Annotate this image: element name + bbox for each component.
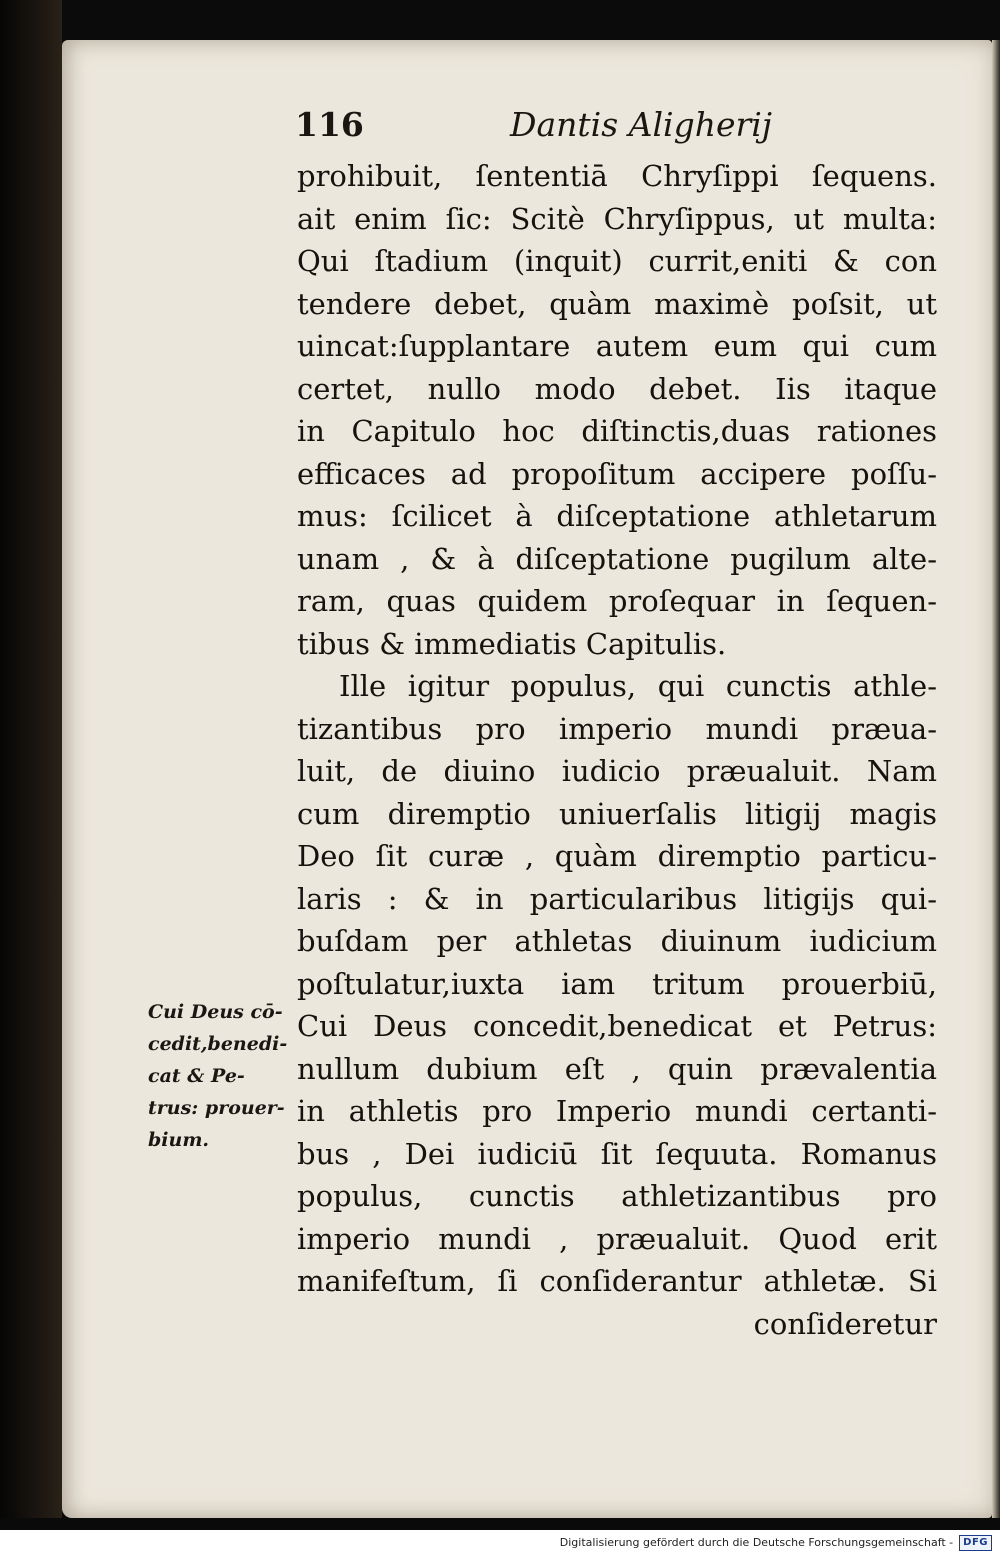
text-line: imperio mundi , præualuit. Quod erit xyxy=(297,1221,937,1256)
text-line: prohibuit, ſententiā Chryſippi ſequens. xyxy=(297,159,937,193)
marginal-note-line: Cui Deus cō- xyxy=(148,1001,283,1023)
text-line: tizantibus pro imperio mundi præua- xyxy=(297,711,937,746)
marginal-note-line: cat & Pe- xyxy=(148,1065,245,1087)
text-line: Cui Deus concedit,benedicat et Petrus: xyxy=(297,1009,937,1043)
page-number: 116 xyxy=(295,105,364,144)
running-title: Dantis Aligherij xyxy=(510,105,773,144)
body-text xyxy=(297,155,937,1345)
book-binding-edge xyxy=(0,0,62,1530)
scan-top-border xyxy=(0,0,1000,40)
marginal-note-line: bium. xyxy=(148,1129,210,1151)
text-line: Deo ſit curæ , quàm diremptio particu- xyxy=(297,839,937,873)
text-line: tendere debet, quàm maximè poſsit, ut xyxy=(297,286,937,321)
text-line: manifeſtum, ſi conſiderantur athletæ. Si xyxy=(297,1264,937,1298)
text-line: Ille igitur populus, qui cunctis athle- xyxy=(339,669,937,703)
text-line: cum diremptio uniuerſalis litigij magis xyxy=(297,796,937,831)
text-line: tibus & immediatis Capitulis. xyxy=(297,626,727,661)
marginal-note-line: cedit,benedi- xyxy=(148,1033,288,1055)
text-line: in athletis pro Imperio mundi certanti- xyxy=(297,1094,937,1128)
text-line: poſtulatur,iuxta iam tritum prouerbiū, xyxy=(297,966,937,1001)
page-right-edge xyxy=(992,40,1000,1518)
text-line: Qui ſtadium (inquit) currit,eniti & con xyxy=(297,244,937,278)
text-line: in Capitulo hoc diſtinctis,duas rationes xyxy=(297,414,937,448)
text-line: nullum dubium eſt , quin prævalentia xyxy=(297,1051,937,1086)
marginal-note xyxy=(148,996,298,1156)
text-line: populus, cunctis athletizantibus pro xyxy=(297,1179,937,1213)
catchword: conſideretur xyxy=(753,1306,937,1341)
text-line: uincat:ſupplantare autem eum qui cum xyxy=(297,329,937,363)
scan-bottom-border xyxy=(0,1518,1000,1530)
text-line: bus , Dei iudiciū ſit ſequuta. Romanus xyxy=(297,1136,937,1171)
text-line: efficaces ad propoſitum accipere poſſu- xyxy=(297,456,937,491)
text-line: unam , & à diſceptatione pugilum alte- xyxy=(297,541,937,576)
text-line: ait enim ſic: Scitè Chryſippus, ut multa: xyxy=(297,201,937,236)
dfg-logo-icon: DFG xyxy=(959,1535,992,1551)
text-line: laris : & in particularibus litigijs qui- xyxy=(297,881,937,916)
text-line: luit, de diuino iudicio præualuit. Nam xyxy=(297,754,937,788)
text-line: mus: ſcilicet à diſceptatione athletarum xyxy=(297,499,937,533)
funding-credit: Digitalisierung gefördert durch die Deutsche Forschungsgemeinschaft - xyxy=(559,1536,954,1549)
text-line: buſdam per athletas diuinum iudicium xyxy=(297,924,937,958)
marginal-note-line: trus: prouer- xyxy=(148,1097,285,1119)
page-header xyxy=(295,105,935,155)
text-line: ram, quas quidem proſequar in ſequen- xyxy=(297,584,937,618)
funding-footer xyxy=(0,1530,1000,1555)
text-line: certet, nullo modo debet. Iis itaque xyxy=(297,371,937,406)
